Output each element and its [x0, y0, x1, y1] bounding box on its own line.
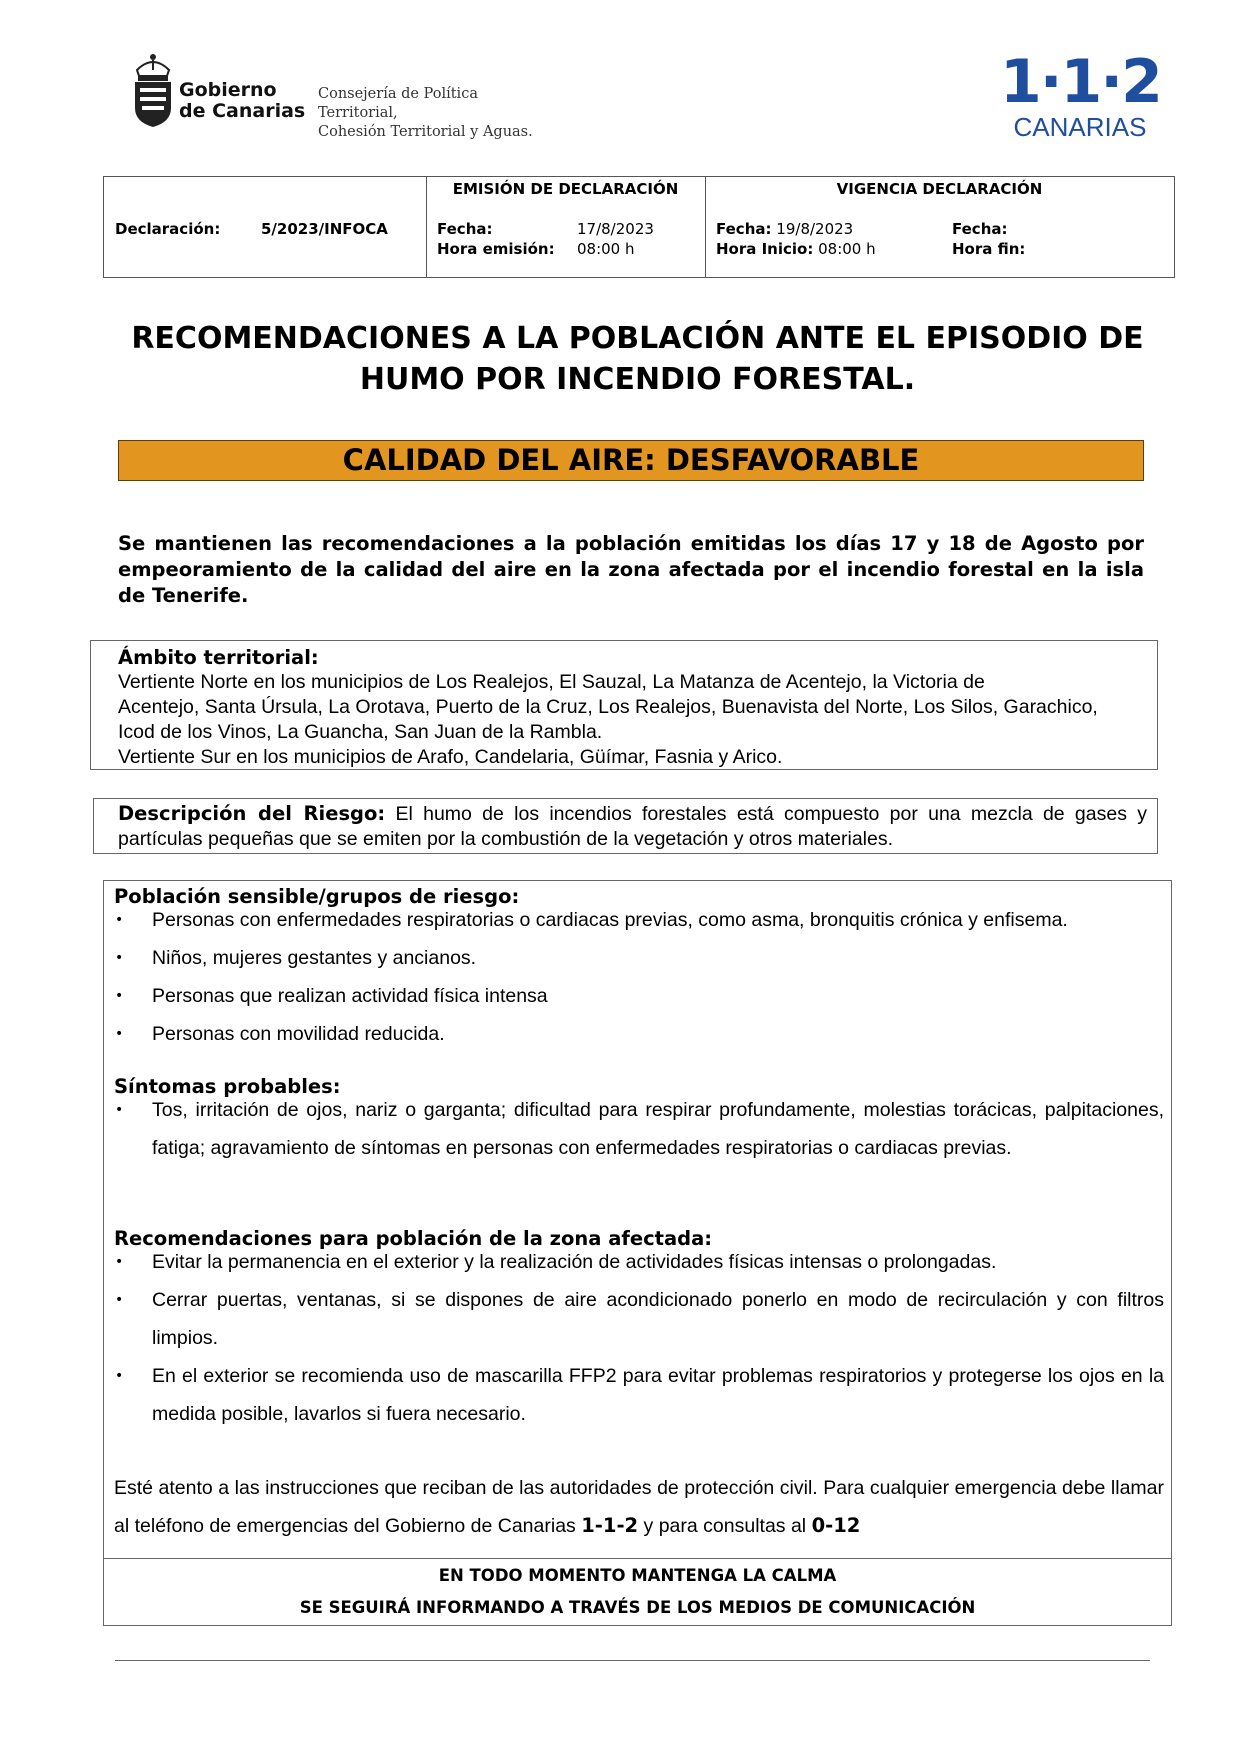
closing-text: y para consultas al: [638, 1515, 812, 1537]
validity-start: 08:00 h: [818, 240, 876, 258]
ambito-line: Vertiente Norte en los municipios de Los Realejos, El Sauzal, La Matanza de Acentejo, la Victoria de: [118, 671, 985, 693]
title-line1: RECOMENDACIONES A LA POBLACIÓN ANTE EL EPISODIO DE: [131, 321, 1144, 356]
logo-112-number: 1·1·2: [1000, 47, 1161, 117]
bullet-icon: •: [115, 1254, 124, 1270]
gobierno-name: [179, 80, 305, 122]
air-quality-banner: CALIDAD DEL AIRE: DESFAVORABLE: [118, 440, 1144, 481]
consult-phone: 0-12: [811, 1514, 861, 1537]
list-item: En el exterior se recomienda uso de mascarilla FFP2 para evitar problemas respiratorios y protegerse los ojos en la medida posible, lavarlos si fuera necesario.: [152, 1365, 1164, 1425]
declaration-table: [103, 176, 1175, 278]
end-time-label: Hora fin:: [952, 240, 1026, 258]
list-item: Personas con movilidad reducida.: [152, 1023, 445, 1045]
declaration-number: 5/2023/INFOCA: [261, 220, 388, 238]
ambito-line: Vertiente Sur en los municipios de Arafo, Candelaria, Güímar, Fasnia y Arico.: [118, 746, 783, 768]
declaration-label: Declaración:: [115, 220, 221, 238]
validity-date: 19/8/2023: [776, 220, 854, 238]
sensible-heading: Población sensible/grupos de riesgo:: [114, 885, 520, 908]
closing-text: Esté atento a las instrucciones que reciban de las autoridades de protección civil. Para cualquier emergencia debe llamar al teléfono de emergencias del Gobierno de Canarias: [114, 1477, 1164, 1537]
emission-time: 08:00 h: [577, 240, 635, 258]
emission-date: 17/8/2023: [577, 220, 654, 238]
list-item: Personas con enfermedades respiratorias o cardiacas previas, como asma, bronquitis crónica y enfisema.: [152, 909, 1068, 931]
list-item: Cerrar puertas, ventanas, si se dispones de aire acondicionado ponerlo en modo de recirculación y con filtros limpios.: [152, 1289, 1164, 1349]
gobierno-name-line2: de Canarias: [179, 100, 306, 122]
validity-start-row: [716, 239, 876, 259]
logo-112-region: CANARIAS: [1013, 112, 1147, 142]
validity-header: VIGENCIA DECLARACIÓN: [836, 180, 1043, 198]
intro-paragraph: Se mantienen las recomendaciones a la población emitidas los días 17 y 18 de Agosto por empeoramiento de la calidad del aire en la zona afectada por el incendio forestal en la isla de Tenerife.: [118, 532, 1144, 607]
end-date-label: Fecha:: [952, 220, 1008, 238]
department-line2: Cohesión Territorial y Aguas.: [318, 124, 533, 140]
logo-112-canarias: [1000, 47, 1161, 142]
emission-date-label: Fecha:: [437, 220, 493, 238]
ambito-heading: Ámbito territorial:: [118, 646, 319, 669]
gobierno-canarias-logo: [131, 52, 551, 140]
coat-of-arms-icon: [131, 52, 175, 128]
descripcion-riesgo-box: [93, 798, 1158, 854]
department-name: [318, 85, 551, 142]
page-title: [100, 318, 1175, 400]
page-bottom-rule: [115, 1660, 1150, 1661]
list-item: Niños, mujeres gestantes y ancianos.: [152, 947, 477, 969]
bullet-icon: •: [115, 950, 124, 966]
ambito-line: Icod de los Vinos, La Guancha, San Juan de la Rambla.: [118, 721, 603, 743]
sintomas-heading: Síntomas probables:: [114, 1075, 341, 1098]
recommendations-box: [103, 880, 1172, 1626]
closing-paragraph: [114, 1469, 1164, 1545]
bullet-icon: •: [115, 1102, 124, 1118]
riesgo-text: El humo de los incendios forestales está compuesto por una mezcla de gases y partículas pequeñas que se emiten por la combustión de la vegetación y otros materiales.: [118, 803, 1147, 850]
validity-start-label: Hora Inicio:: [716, 240, 814, 258]
footer-line2: SE SEGUIRÁ INFORMANDO A TRAVÉS DE LOS MEDIOS DE COMUNICACIÓN: [299, 1598, 976, 1617]
list-item: Evitar la permanencia en el exterior y la realización de actividades físicas intensas o prolongadas.: [152, 1251, 997, 1273]
emission-header: EMISIÓN DE DECLARACIÓN: [452, 180, 679, 198]
department-line1: Consejería de Política Territorial,: [318, 86, 478, 121]
bullet-icon: •: [115, 912, 124, 928]
validity-date-label: Fecha:: [716, 220, 772, 238]
ambito-line: Acentejo, Santa Úrsula, La Orotava, Puerto de la Cruz, Los Realejos, Buenavista del Norte, Los Silos, Garachico,: [118, 696, 1098, 718]
bullet-icon: •: [115, 1026, 124, 1042]
recomendaciones-heading: Recomendaciones para población de la zona afectada:: [114, 1227, 713, 1250]
validity-date-row: [716, 219, 853, 239]
footer-divider: [104, 1558, 1171, 1559]
gobierno-name-line1: Gobierno: [179, 79, 277, 101]
list-item: Personas que realizan actividad física intensa: [152, 985, 548, 1007]
list-item: Tos, irritación de ojos, nariz o garganta; dificultad para respirar profundamente, molestias torácicas, palpitaciones, fatiga; agravamiento de síntomas en personas con enfermedades respiratorias o cardiacas previas.: [152, 1099, 1164, 1159]
bullet-icon: •: [115, 1292, 124, 1308]
emergency-phone: 1-1-2: [581, 1514, 639, 1537]
riesgo-heading: Descripción del Riesgo:: [118, 802, 386, 825]
ambito-territorial-box: [90, 640, 1158, 770]
bullet-icon: •: [115, 988, 124, 1004]
title-line2: HUMO POR INCENDIO FORESTAL.: [359, 362, 916, 397]
bullet-icon: •: [115, 1368, 124, 1384]
footer-line1: EN TODO MOMENTO MANTENGA LA CALMA: [438, 1566, 837, 1585]
emission-time-label: Hora emisión:: [437, 240, 555, 258]
